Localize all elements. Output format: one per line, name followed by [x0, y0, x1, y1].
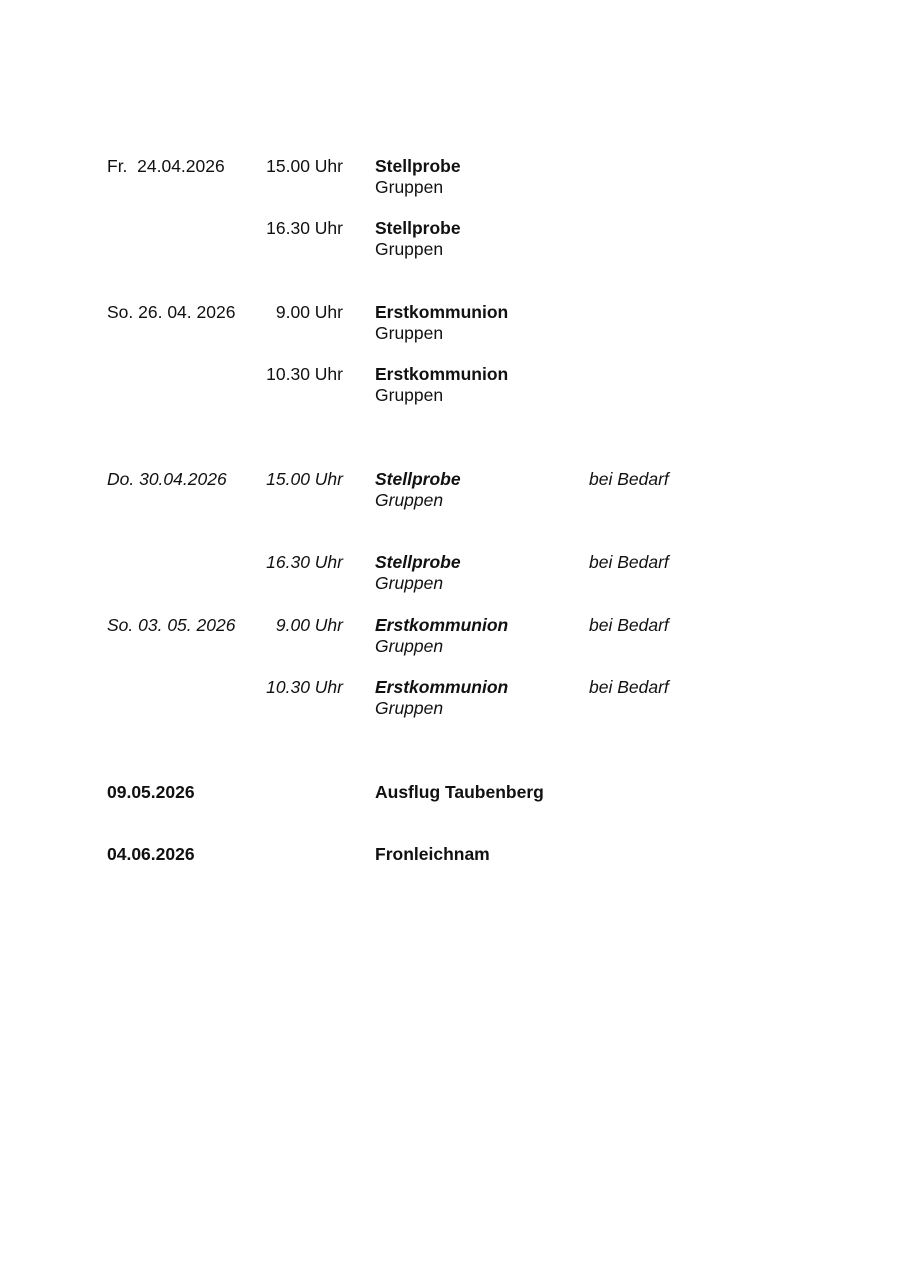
entry-note: bei Bedarf — [589, 469, 669, 489]
entry-group: Gruppen — [375, 177, 444, 197]
entry-title: Erstkommunion — [375, 615, 509, 635]
entry-title: Erstkommunion — [375, 677, 509, 697]
entry-time: 10.30 Uhr — [266, 677, 343, 697]
event-title: Ausflug Taubenberg — [375, 782, 544, 802]
entry-group: Gruppen — [375, 239, 444, 259]
entry-group: Gruppen — [375, 698, 444, 718]
event-title: Fronleichnam — [375, 844, 490, 864]
entry-date: Fr. 24.04.2026 — [107, 156, 225, 176]
entry-group: Gruppen — [375, 490, 444, 510]
entry-time: 15.00 Uhr — [266, 156, 343, 176]
entry-title: Stellprobe — [375, 552, 461, 572]
entry-group: Gruppen — [375, 636, 444, 656]
entry-date: Do. 30.04.2026 — [107, 469, 227, 489]
entry-time: 9.00 Uhr — [275, 302, 343, 322]
entry-group: Gruppen — [375, 573, 444, 593]
entry-date: So. 26. 04. 2026 — [107, 302, 236, 322]
entry-time: 16.30 Uhr — [266, 218, 343, 238]
entry-note: bei Bedarf — [589, 615, 669, 635]
event-date: 09.05.2026 — [107, 782, 195, 802]
entry-date: So. 03. 05. 2026 — [107, 615, 236, 635]
entry-title: Stellprobe — [375, 156, 461, 176]
entry-time: 10.30 Uhr — [266, 364, 343, 384]
event-date: 04.06.2026 — [107, 844, 195, 864]
entry-time: 16.30 Uhr — [266, 552, 343, 572]
entry-note: bei Bedarf — [589, 552, 669, 572]
entry-note: bei Bedarf — [589, 677, 669, 697]
entry-group: Gruppen — [375, 323, 444, 343]
entry-title: Erstkommunion — [375, 364, 509, 384]
entry-time: 15.00 Uhr — [266, 469, 343, 489]
entry-group: Gruppen — [375, 385, 444, 405]
entry-title: Stellprobe — [375, 469, 461, 489]
entry-title: Erstkommunion — [375, 302, 509, 322]
entry-time: 9.00 Uhr — [275, 615, 343, 635]
entry-title: Stellprobe — [375, 218, 461, 238]
